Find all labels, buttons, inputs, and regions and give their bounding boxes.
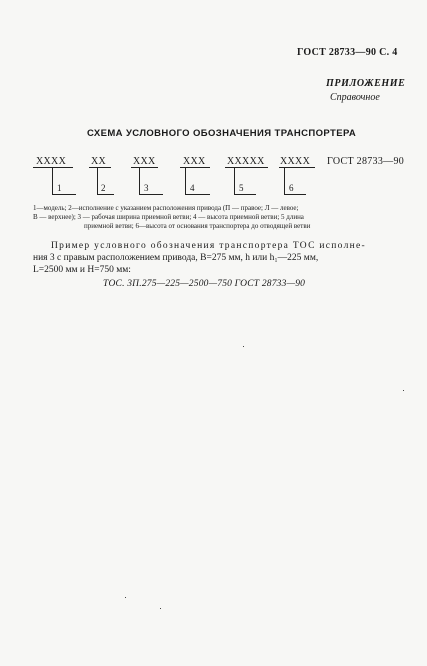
example-line-2: ния 3 с правым расположением привода, B=275 мм, h или h₁—225 мм,: [33, 253, 319, 263]
speck: [125, 597, 126, 598]
code-height: XXX: [183, 156, 206, 167]
bottom-3: [139, 194, 163, 195]
bottom-5: [234, 194, 256, 195]
speck: [403, 390, 404, 391]
example-designation: ТОС. 3П.275—225—2500—750 ГОСТ 28733—90: [103, 279, 306, 289]
example-line-3: L=2500 мм и H=750 мм:: [33, 265, 131, 275]
legend-line-2: В — верхнее); 3 — рабочая ширина приемной ветви; 4 — высота приемной ветви; 5 длина: [33, 213, 304, 221]
legend-line-3: приемной ветви; 6—высота от основания транспортера до отводящей ветви: [84, 222, 311, 230]
leader-3: [139, 168, 140, 195]
code-length: XXXXX: [227, 156, 265, 167]
underline-3: [131, 167, 158, 168]
position-number-3: 3: [144, 183, 149, 193]
code-standard: ГОСТ 28733—90: [327, 156, 405, 167]
position-number-4: 4: [190, 183, 195, 193]
speck: [160, 608, 161, 609]
leader-4: [185, 168, 186, 195]
position-number-6: 6: [289, 183, 294, 193]
leader-6: [284, 168, 285, 195]
bottom-4: [185, 194, 210, 195]
leader-5: [234, 168, 235, 195]
underline-1: [33, 167, 73, 168]
code-width: XXX: [133, 156, 156, 167]
code-execution: XX: [91, 156, 107, 167]
appendix-type: Справочное: [330, 92, 380, 103]
speck: [243, 346, 244, 347]
position-number-1: 1: [57, 183, 62, 193]
position-number-2: 2: [101, 183, 106, 193]
page-header-reference: ГОСТ 28733—90 С. 4: [297, 47, 398, 58]
underline-5: [225, 167, 268, 168]
underline-2: [89, 167, 111, 168]
leader-2: [97, 168, 98, 195]
legend-line-1: 1—модель; 2—исполнение с указанием расположения привода (П — правое; Л — левое;: [33, 204, 299, 212]
position-number-5: 5: [239, 183, 244, 193]
leader-1: [52, 168, 53, 195]
bottom-2: [97, 194, 114, 195]
code-outlet-height: XXXX: [280, 156, 311, 167]
example-line-1: Пример условного обозначения транспортера ТОС исполне-: [51, 241, 367, 251]
code-model: XXXX: [36, 156, 67, 167]
scheme-title: СХЕМА УСЛОВНОГО ОБОЗНАЧЕНИЯ ТРАНСПОРТЕРА: [87, 128, 357, 139]
appendix-label: ПРИЛОЖЕНИЕ: [326, 78, 406, 89]
bottom-6: [284, 194, 306, 195]
bottom-1: [52, 194, 76, 195]
